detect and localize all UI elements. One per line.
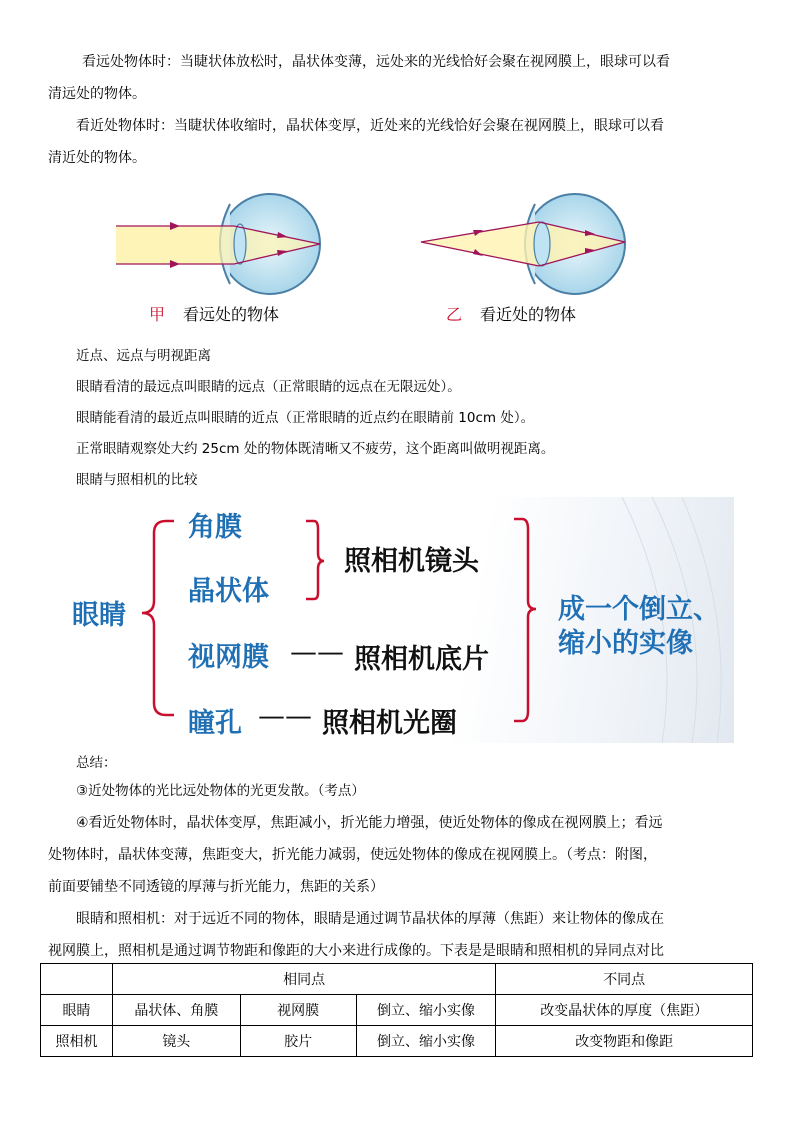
table-header-row xyxy=(41,964,753,995)
table-header-cell xyxy=(41,964,113,995)
distinct-vision-text: 正常眼睛观察处大约 25cm 处的物体既清晰又不疲劳，这个距离叫做明视距离。 xyxy=(76,441,555,457)
summary-item-4-line2: 处物体时，晶状体变薄，焦距变大，折光能力减弱，使远处物体的像成在视网膜上。（考点：附图， xyxy=(48,847,657,863)
table-cell: 倒立、缩小实像 xyxy=(356,995,496,1026)
near-view-line1: 看近处物体时：当睫状体收缩时，晶状体变厚，近处来的光线恰好会聚在视网膜上，眼球可以看 xyxy=(76,118,664,134)
graphic-retina: 视网膜 xyxy=(188,642,269,673)
table-cell: 眼睛 xyxy=(41,995,113,1026)
graphic-aperture: 照相机光圈 xyxy=(322,708,457,739)
table-cell: 视网膜 xyxy=(240,995,356,1026)
caption-far-text: 看远处的物体 xyxy=(183,305,280,324)
graphic-result-line1: 成一个倒立、 xyxy=(558,594,720,625)
table-row xyxy=(41,995,753,1026)
eye-camera-graphic xyxy=(62,497,734,743)
eye-diagram-near xyxy=(415,186,635,296)
summary-item-3: ③近处物体的光比远处物体的光更发散。（考点） xyxy=(76,783,365,799)
graphic-pupil: 瞳孔 xyxy=(188,708,242,739)
near-view-line2: 清近处的物体。 xyxy=(48,150,146,166)
caption-far-mark: 甲 xyxy=(149,305,166,324)
graphic-eye: 眼睛 xyxy=(72,600,126,631)
table-cell: 改变物距和像距 xyxy=(496,1026,753,1057)
graphic-cornea: 角膜 xyxy=(188,512,242,543)
graphic-result-line2: 缩小的实像 xyxy=(558,628,693,659)
caption-far xyxy=(149,302,279,325)
table-cell: 照相机 xyxy=(41,1026,113,1057)
near-point-text: 眼睛能看清的最近点叫眼睛的近点（正常眼睛的近点约在眼睛前 10cm 处）。 xyxy=(76,410,535,426)
table-cell: 改变晶状体的厚度（焦距） xyxy=(496,995,753,1026)
caption-near-text: 看近处的物体 xyxy=(480,305,577,324)
table-cell: 胶片 xyxy=(240,1026,356,1057)
graphic-film: 照相机底片 xyxy=(354,644,489,675)
eye-camera-line1: 眼睛和照相机：对于远近不同的物体，眼睛是通过调节晶状体的厚薄（焦距）来让物体的像成在 xyxy=(76,911,664,927)
caption-near xyxy=(446,302,576,325)
compare-heading: 眼睛与照相机的比较 xyxy=(76,472,198,488)
far-view-line2: 清远处的物体。 xyxy=(48,86,146,102)
table-header-cell: 相同点 xyxy=(112,964,495,995)
table-cell: 晶状体、角膜 xyxy=(112,995,240,1026)
eye-diagram-far xyxy=(110,186,330,296)
graphic-lens: 晶状体 xyxy=(188,576,269,607)
summary-item-4-line3: 前面要铺垫不同透镜的厚薄与折光能力，焦距的关系） xyxy=(48,879,384,895)
caption-near-mark: 乙 xyxy=(446,305,463,324)
far-point-text: 眼睛看清的最远点叫眼睛的远点（正常眼睛的远点在无限远处）。 xyxy=(76,379,461,395)
summary-heading: 总结： xyxy=(76,755,117,771)
table-header-cell: 不同点 xyxy=(496,964,753,995)
table-cell: 倒立、缩小实像 xyxy=(356,1026,496,1057)
graphic-dash-2: —— xyxy=(258,701,312,732)
summary-item-4-line1: ④看近处物体时，晶状体变厚，焦距减小，折光能力增强，使近处物体的像成在视网膜上；看远 xyxy=(76,815,663,831)
graphic-camera-lens: 照相机镜头 xyxy=(344,546,479,577)
table-row xyxy=(41,1026,753,1057)
table-cell: 镜头 xyxy=(112,1026,240,1057)
comparison-table xyxy=(40,963,753,1057)
eye-camera-line2: 视网膜上，照相机是通过调节物距和像距的大小来进行成像的。下表是是眼睛和照相机的异同点对比 xyxy=(48,943,664,959)
far-view-line1: 看远处物体时：当睫状体放松时，晶状体变薄，远处来的光线恰好会聚在视网膜上，眼球可以看 xyxy=(82,54,670,70)
points-heading: 近点、远点与明视距离 xyxy=(76,348,211,364)
graphic-dash-1: —— xyxy=(290,637,344,668)
